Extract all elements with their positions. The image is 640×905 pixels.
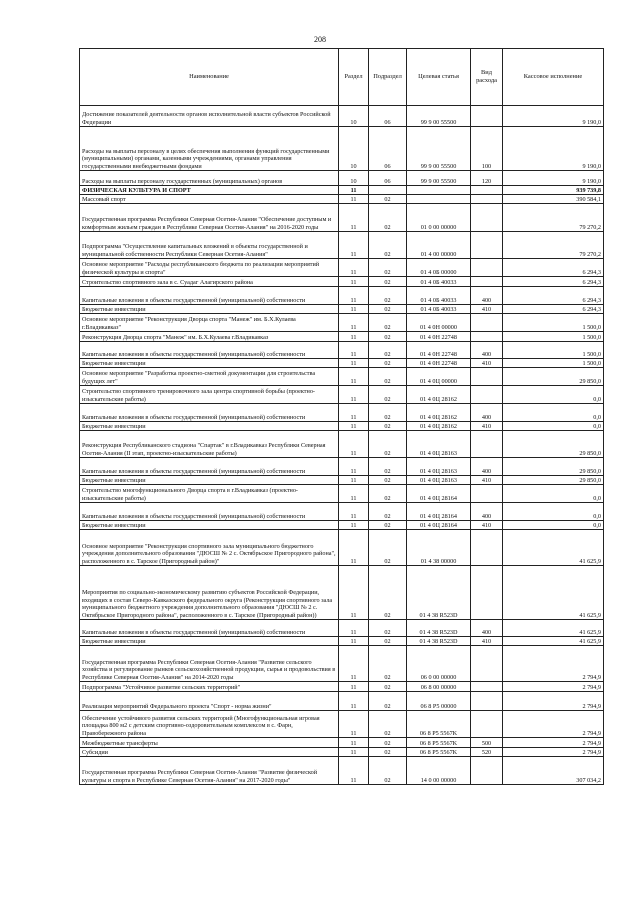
cell-podrazdel: 06 — [369, 171, 407, 186]
cell-podrazdel: 02 — [369, 503, 407, 521]
cell-csr: 01 4 0Ц 28162 — [407, 386, 471, 404]
cell-amount: 0,0 — [503, 404, 604, 422]
cell-name: Капитальные вложения в объекты государственной (муниципальной) собственности — [80, 342, 339, 359]
cell-razdel: 11 — [339, 287, 369, 305]
cell-name: Бюджетные инвестиции — [80, 476, 339, 485]
cell-amount: 6 294,3 — [503, 259, 604, 277]
cell-vr: 400 — [471, 404, 503, 422]
cell-razdel: 11 — [339, 204, 369, 232]
cell-csr: 01 4 0Ц 00000 — [407, 368, 471, 386]
cell-name: Подпрограмма "Осуществление капитальных вложений в объекты государственной и муниципальной собственности Республики Северная Осетия-Алания" — [80, 232, 339, 259]
cell-podrazdel: 02 — [369, 646, 407, 682]
cell-vr: 410 — [471, 359, 503, 368]
cell-vr — [471, 692, 503, 711]
cell-vr — [471, 314, 503, 332]
cell-vr — [471, 332, 503, 342]
cell-amount: 2 794,9 — [503, 738, 604, 748]
cell-podrazdel: 02 — [369, 485, 407, 503]
cell-podrazdel: 02 — [369, 711, 407, 738]
cell-csr: 01 4 0Ц 28163 — [407, 458, 471, 476]
cell-vr: 410 — [471, 422, 503, 431]
cell-amount: 29 850,0 — [503, 458, 604, 476]
cell-csr: 01 4 38 00000 — [407, 530, 471, 566]
cell-csr — [407, 186, 471, 195]
cell-csr: 06 8 P5 5567K — [407, 711, 471, 738]
cell-amount: 0,0 — [503, 521, 604, 530]
cell-name: Реконструкция Республиканского стадиона "Спартак" в г.Владикавказ Республики Северная Осетия-Алания (II этап, проектно-изыскательские работы) — [80, 431, 339, 458]
cell-name: Капитальные вложения в объекты государственной (муниципальной) собственности — [80, 404, 339, 422]
cell-amount: 9 190,0 — [503, 106, 604, 127]
cell-amount: 939 739,8 — [503, 186, 604, 195]
table-row — [80, 259, 604, 277]
cell-amount: 29 850,0 — [503, 476, 604, 485]
cell-name: Капитальные вложения в объекты государственной (муниципальной) собственности — [80, 503, 339, 521]
cell-razdel: 11 — [339, 232, 369, 259]
cell-name: Межбюджетные трансферты — [80, 738, 339, 748]
cell-csr: 01 4 0Н 22748 — [407, 359, 471, 368]
cell-podrazdel: 02 — [369, 287, 407, 305]
cell-podrazdel: 02 — [369, 332, 407, 342]
cell-amount: 2 794,9 — [503, 682, 604, 692]
cell-vr — [471, 386, 503, 404]
cell-amount: 1 500,0 — [503, 342, 604, 359]
cell-name: Строительство спортивного зала в с. Суадаг Алагирского района — [80, 277, 339, 287]
cell-podrazdel: 02 — [369, 359, 407, 368]
cell-csr: 01 4 0Ц 28164 — [407, 503, 471, 521]
cell-csr: 01 4 0Ц 28163 — [407, 476, 471, 485]
cell-csr: 01 4 0Б 40033 — [407, 287, 471, 305]
cell-podrazdel: 02 — [369, 637, 407, 646]
cell-csr: 01 4 0Ц 28162 — [407, 404, 471, 422]
cell-amount: 79 270,2 — [503, 204, 604, 232]
table-header-row — [80, 49, 604, 106]
cell-amount: 390 584,1 — [503, 195, 604, 204]
cell-vr: 500 — [471, 738, 503, 748]
cell-csr: 01 4 0Ц 28164 — [407, 521, 471, 530]
cell-razdel: 11 — [339, 530, 369, 566]
cell-razdel: 11 — [339, 332, 369, 342]
cell-vr — [471, 711, 503, 738]
cell-vr: 400 — [471, 503, 503, 521]
header-name: Наименование — [80, 49, 339, 106]
cell-vr: 520 — [471, 748, 503, 757]
cell-podrazdel: 02 — [369, 521, 407, 530]
table-row — [80, 620, 604, 637]
cell-name: Капитальные вложения в объекты государственной (муниципальной) собственности — [80, 458, 339, 476]
cell-podrazdel: 02 — [369, 342, 407, 359]
cell-razdel: 11 — [339, 476, 369, 485]
table-row — [80, 646, 604, 682]
cell-razdel: 11 — [339, 342, 369, 359]
cell-vr — [471, 646, 503, 682]
table-row — [80, 682, 604, 692]
cell-amount: 0,0 — [503, 503, 604, 521]
table-body — [80, 106, 604, 785]
cell-amount: 2 794,9 — [503, 748, 604, 757]
cell-podrazdel: 02 — [369, 277, 407, 287]
cell-vr — [471, 204, 503, 232]
cell-podrazdel: 02 — [369, 566, 407, 620]
cell-csr: 01 4 00 00000 — [407, 232, 471, 259]
cell-name: Расходы на выплаты персоналу государственных (муниципальных) органов — [80, 171, 339, 186]
table-row — [80, 287, 604, 305]
cell-csr: 06 0 00 00000 — [407, 646, 471, 682]
table-row — [80, 342, 604, 359]
cell-amount: 1 500,0 — [503, 359, 604, 368]
cell-name: Мероприятия по социально-экономическому развитию субъектов Российской Федерации, входящих в состав Северо-Кавказского федерального округа (Реконструкция спортивного зала муниципального бюджетного учреждения дополнительного образования "ДЮСШ № 2 с. Октябрьское Пригородного района", расположенного в с. Тарское (Пригородный район)) — [80, 566, 339, 620]
cell-razdel: 11 — [339, 637, 369, 646]
cell-podrazdel: 02 — [369, 530, 407, 566]
cell-name: Расходы на выплаты персоналу в целях обеспечения выполнения функций государственными (муниципальными) органами, казенными учреждениями, органами управления государственными внебюджетными фондами — [80, 127, 339, 171]
cell-podrazdel: 02 — [369, 232, 407, 259]
table-row — [80, 458, 604, 476]
cell-name: Основное мероприятие "Разработка проектно-сметной документации для строительства будущих лет" — [80, 368, 339, 386]
cell-csr: 99 9 00 55500 — [407, 127, 471, 171]
cell-podrazdel: 02 — [369, 259, 407, 277]
header-amount: Кассовое исполнение — [503, 49, 604, 106]
cell-amount: 1 500,0 — [503, 332, 604, 342]
cell-name: Бюджетные инвестиции — [80, 359, 339, 368]
cell-name: ФИЗИЧЕСКАЯ КУЛЬТУРА И СПОРТ — [80, 186, 339, 195]
cell-podrazdel — [369, 186, 407, 195]
cell-amount: 0,0 — [503, 422, 604, 431]
cell-csr: 99 9 00 55500 — [407, 171, 471, 186]
cell-vr: 400 — [471, 287, 503, 305]
cell-podrazdel: 02 — [369, 476, 407, 485]
cell-csr: 06 8 00 00000 — [407, 682, 471, 692]
cell-podrazdel: 02 — [369, 692, 407, 711]
table-row — [80, 368, 604, 386]
cell-amount: 79 270,2 — [503, 232, 604, 259]
cell-name: Строительство многофункционального Дворца спорта в г.Владикавказ (проектно-изыскательские работы) — [80, 485, 339, 503]
cell-podrazdel: 02 — [369, 305, 407, 314]
table-row — [80, 277, 604, 287]
table-row — [80, 404, 604, 422]
cell-razdel: 11 — [339, 186, 369, 195]
cell-razdel: 11 — [339, 386, 369, 404]
cell-name: Капитальные вложения в объекты государственной (муниципальной) собственности — [80, 287, 339, 305]
table-row — [80, 195, 604, 204]
cell-amount: 0,0 — [503, 386, 604, 404]
cell-razdel: 10 — [339, 127, 369, 171]
cell-razdel: 11 — [339, 305, 369, 314]
cell-name: Бюджетные инвестиции — [80, 422, 339, 431]
cell-razdel: 11 — [339, 620, 369, 637]
cell-csr: 01 4 0Ц 28164 — [407, 485, 471, 503]
cell-vr — [471, 195, 503, 204]
cell-amount: 9 190,0 — [503, 127, 604, 171]
cell-razdel: 11 — [339, 682, 369, 692]
cell-csr: 01 4 0Н 00000 — [407, 314, 471, 332]
table-row — [80, 204, 604, 232]
cell-name: Реконструкция Дворца спорта "Манеж" им. Б.Х.Кулаева г.Владикавказ — [80, 332, 339, 342]
table-row — [80, 431, 604, 458]
table-row — [80, 566, 604, 620]
cell-csr: 01 4 38 R523D — [407, 637, 471, 646]
cell-razdel: 11 — [339, 277, 369, 287]
cell-name: Основное мероприятие "Расходы республиканского бюджета по реализации мероприятий физической культуры и спорта" — [80, 259, 339, 277]
cell-amount: 9 190,0 — [503, 171, 604, 186]
cell-amount: 6 294,3 — [503, 305, 604, 314]
cell-amount: 6 294,3 — [503, 277, 604, 287]
cell-csr — [407, 195, 471, 204]
cell-podrazdel: 02 — [369, 314, 407, 332]
cell-razdel: 11 — [339, 359, 369, 368]
cell-razdel: 11 — [339, 711, 369, 738]
cell-podrazdel: 02 — [369, 620, 407, 637]
table-row — [80, 127, 604, 171]
cell-name: Государственная программа Республики Северная Осетия-Алания "Развитие сельского хозяйства и регулирование рынков сельскохозяйственной продукции, сырья и продовольствия в Республике Северная Осетия-Алания" на 2014-2020 годы — [80, 646, 339, 682]
table-row — [80, 503, 604, 521]
cell-amount: 2 794,9 — [503, 646, 604, 682]
cell-csr: 01 4 0Б 40033 — [407, 305, 471, 314]
cell-name: Государственная программа Республики Северная Осетия-Алания "Развитие физической культуры и спорта в Республике Северная Осетия-Алания" на 2017-2020 годы" — [80, 757, 339, 785]
cell-name: Основное мероприятие "Реконструкция спортивного зала муниципального бюджетного учреждения дополнительного образования "ДЮСШ № 2 с. Октябрьское Пригородного района", расположенного в с. Тарское (Пригородный район)" — [80, 530, 339, 566]
cell-vr: 100 — [471, 127, 503, 171]
cell-razdel: 11 — [339, 431, 369, 458]
cell-csr: 01 4 0Н 22748 — [407, 332, 471, 342]
cell-amount: 41 625,9 — [503, 530, 604, 566]
header-csr: Целевая статья — [407, 49, 471, 106]
cell-csr: 01 4 0Б 40033 — [407, 277, 471, 287]
table-row — [80, 711, 604, 738]
cell-razdel: 11 — [339, 692, 369, 711]
cell-amount: 41 625,9 — [503, 566, 604, 620]
cell-razdel: 11 — [339, 314, 369, 332]
table-row — [80, 757, 604, 785]
cell-csr: 01 4 0Б 00000 — [407, 259, 471, 277]
cell-razdel: 11 — [339, 485, 369, 503]
cell-csr: 06 8 P5 5567K — [407, 738, 471, 748]
cell-vr — [471, 682, 503, 692]
table-row — [80, 476, 604, 485]
cell-vr: 410 — [471, 521, 503, 530]
page-number: 208 — [314, 35, 326, 44]
cell-vr: 120 — [471, 171, 503, 186]
cell-csr: 01 4 38 R523D — [407, 566, 471, 620]
cell-podrazdel: 06 — [369, 106, 407, 127]
cell-razdel: 11 — [339, 404, 369, 422]
table-row — [80, 422, 604, 431]
table-row — [80, 314, 604, 332]
cell-amount: 29 850,0 — [503, 368, 604, 386]
cell-vr — [471, 259, 503, 277]
header-podrazdel: Подраздел — [369, 49, 407, 106]
cell-razdel: 10 — [339, 106, 369, 127]
cell-razdel: 11 — [339, 566, 369, 620]
cell-podrazdel: 02 — [369, 368, 407, 386]
table-row — [80, 530, 604, 566]
table-row — [80, 171, 604, 186]
cell-name: Бюджетные инвестиции — [80, 305, 339, 314]
table-row — [80, 692, 604, 711]
table-row — [80, 359, 604, 368]
table-row — [80, 521, 604, 530]
cell-csr: 01 4 0Ц 28163 — [407, 431, 471, 458]
cell-amount: 2 794,9 — [503, 692, 604, 711]
cell-razdel: 11 — [339, 646, 369, 682]
cell-name: Государственная программа Республики Северная Осетия-Алания "Обеспечение доступным и комфортным жильем граждан в Республике Северная Осетия-Алания" на 2016-2020 годы — [80, 204, 339, 232]
table-row — [80, 186, 604, 195]
cell-vr: 400 — [471, 620, 503, 637]
cell-csr: 01 4 38 R523D — [407, 620, 471, 637]
cell-podrazdel: 02 — [369, 748, 407, 757]
cell-vr — [471, 232, 503, 259]
cell-razdel: 10 — [339, 171, 369, 186]
table-row — [80, 738, 604, 748]
cell-vr: 400 — [471, 342, 503, 359]
cell-vr — [471, 566, 503, 620]
cell-podrazdel: 02 — [369, 757, 407, 785]
budget-table — [79, 48, 604, 785]
cell-csr: 99 9 00 55500 — [407, 106, 471, 127]
cell-name: Подпрограмма "Устойчивое развитие сельских территорий" — [80, 682, 339, 692]
cell-podrazdel: 02 — [369, 431, 407, 458]
table-row — [80, 305, 604, 314]
cell-podrazdel: 06 — [369, 127, 407, 171]
cell-podrazdel: 02 — [369, 458, 407, 476]
cell-vr: 410 — [471, 637, 503, 646]
header-vr: Вид расхода — [471, 49, 503, 106]
cell-vr — [471, 106, 503, 127]
cell-vr — [471, 186, 503, 195]
cell-amount: 41 625,9 — [503, 637, 604, 646]
cell-amount: 2 794,9 — [503, 711, 604, 738]
cell-vr: 410 — [471, 305, 503, 314]
cell-amount: 29 850,0 — [503, 431, 604, 458]
cell-vr — [471, 368, 503, 386]
cell-vr — [471, 530, 503, 566]
table-row — [80, 637, 604, 646]
cell-vr: 400 — [471, 458, 503, 476]
cell-razdel: 11 — [339, 368, 369, 386]
cell-podrazdel: 02 — [369, 386, 407, 404]
cell-razdel: 11 — [339, 458, 369, 476]
cell-podrazdel: 02 — [369, 422, 407, 431]
cell-razdel: 11 — [339, 757, 369, 785]
cell-podrazdel: 02 — [369, 404, 407, 422]
table-row — [80, 485, 604, 503]
cell-name: Достижение показателей деятельности органов исполнительной власти субъектов Российской Федерации — [80, 106, 339, 127]
cell-csr: 06 8 P5 00000 — [407, 692, 471, 711]
cell-name: Массовый спорт — [80, 195, 339, 204]
cell-razdel: 11 — [339, 521, 369, 530]
cell-vr — [471, 277, 503, 287]
cell-name: Реализация мероприятий Федерального проекта "Спорт - норма жизни" — [80, 692, 339, 711]
cell-podrazdel: 02 — [369, 195, 407, 204]
header-razdel: Раздел — [339, 49, 369, 106]
table-row — [80, 332, 604, 342]
cell-name: Субсидии — [80, 748, 339, 757]
cell-csr: 01 4 0Ц 28162 — [407, 422, 471, 431]
cell-name: Капитальные вложения в объекты государственной (муниципальной) собственности — [80, 620, 339, 637]
cell-csr: 01 4 0Н 22748 — [407, 342, 471, 359]
cell-razdel: 11 — [339, 422, 369, 431]
cell-razdel: 11 — [339, 748, 369, 757]
cell-amount: 307 034,2 — [503, 757, 604, 785]
cell-vr — [471, 485, 503, 503]
cell-name: Основное мероприятие "Реконструкция Дворца спорта "Манеж" им. Б.Х.Кулаева г.Владикавказ" — [80, 314, 339, 332]
cell-name: Бюджетные инвестиции — [80, 637, 339, 646]
table-row — [80, 106, 604, 127]
cell-amount: 0,0 — [503, 485, 604, 503]
table-row — [80, 232, 604, 259]
cell-name: Обеспечение устойчивого развития сельских территорий (Многофункциональная игровая площадка 800 м2 с детским спортивно-оздоровительным комплексом в с. Фарн, Правобережного района — [80, 711, 339, 738]
cell-csr: 06 8 P5 5567K — [407, 748, 471, 757]
table-row — [80, 748, 604, 757]
table-row — [80, 386, 604, 404]
cell-razdel: 11 — [339, 195, 369, 204]
cell-podrazdel: 02 — [369, 738, 407, 748]
cell-podrazdel: 02 — [369, 204, 407, 232]
cell-razdel: 11 — [339, 738, 369, 748]
cell-razdel: 11 — [339, 259, 369, 277]
cell-name: Бюджетные инвестиции — [80, 521, 339, 530]
cell-csr: 14 0 00 00000 — [407, 757, 471, 785]
cell-amount: 1 500,0 — [503, 314, 604, 332]
cell-amount: 6 294,3 — [503, 287, 604, 305]
cell-name: Строительство спортивного тренировочного зала центра спортивной борьбы (проектно-изыскательские работы) — [80, 386, 339, 404]
cell-podrazdel: 02 — [369, 682, 407, 692]
cell-razdel: 11 — [339, 503, 369, 521]
cell-vr: 410 — [471, 476, 503, 485]
cell-amount: 41 625,9 — [503, 620, 604, 637]
cell-vr — [471, 757, 503, 785]
cell-csr: 01 0 00 00000 — [407, 204, 471, 232]
cell-vr — [471, 431, 503, 458]
